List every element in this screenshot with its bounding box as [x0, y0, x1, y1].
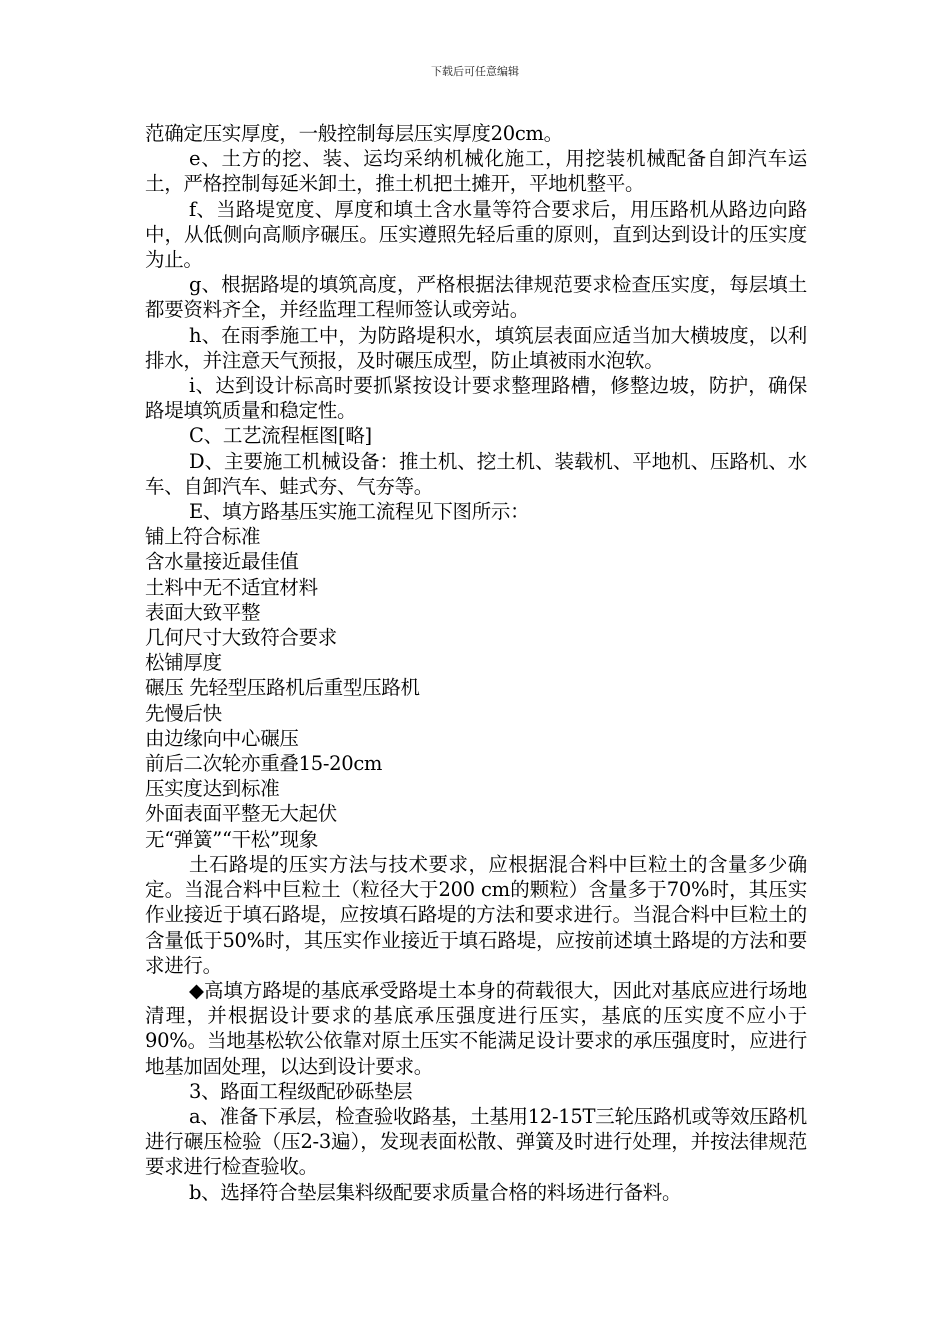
paragraph: b、选择符合垫层集料级配要求质量合格的料场进行备料。	[189, 1180, 682, 1204]
paragraph: ◆高填方路堤的基底承受路堤土本身的荷载很大，因此对基底应进行场地清理，并根据设计要求的基底承压强度进行压实，基底的压实度不应小于90%。当地基松软公依靠对原土压实不能满足设计要求的承压强度时，应进行地基加固处理，以达到设计要求。	[145, 978, 807, 1078]
flow-item: 先慢后快	[145, 701, 222, 725]
paragraph: 范确定压实厚度，一般控制每层压实厚度20cm。	[145, 122, 563, 145]
paragraph: g、根据路堤的填筑高度，严格根据法律规范要求检查压实度，每层填土都要资料齐全，并经监理工程师签认或旁站。	[145, 273, 807, 322]
document-body	[145, 121, 807, 1205]
page-header-note: 下载后可任意编辑	[431, 65, 519, 78]
flow-item: 压实度达到标准	[145, 777, 280, 801]
flow-item: 松铺厚度	[145, 651, 222, 675]
flow-item: 前后二次轮亦重叠15-20cm	[145, 752, 383, 776]
flow-item: 由边缘向中心碾压	[145, 726, 299, 750]
paragraph: E、填方路基压实施工流程见下图所示：	[189, 500, 530, 524]
flow-item: 几何尺寸大致符合要求	[145, 626, 338, 650]
flow-item: 含水量接近最佳值	[145, 550, 299, 574]
flow-item: 土料中无不适宜材料	[145, 575, 318, 599]
paragraph: 土石路堤的压实方法与技术要求，应根据混合料中巨粒土的含量多少确定。当混合料中巨粒土（粒径大于200 cm的颗粒）含量多于70%时，其压实作业接近于填石路堤，应按填石路堤的方法和要求进行。当混合料中巨粒土的含量低于50%时，其压实作业接近于填石路堤，应按前述填土路堤的方法和要求进行。	[145, 852, 807, 977]
paragraph: f、当路堤宽度、厚度和填土含水量等符合要求后，用压路机从路边向路中，从低侧向高顺序碾压。压实遵照先轻后重的原则，直到达到设计的压实度为止。	[145, 197, 807, 272]
paragraph: h、在雨季施工中，为防路堤积水，填筑层表面应适当加大横坡度，以利排水，并注意天气预报，及时碾压成型，防止填被雨水泡软。	[145, 323, 807, 372]
paragraph: C、工艺流程框图[略]	[189, 424, 372, 448]
flow-item: 无“弹簧”“干松”现象	[145, 827, 319, 851]
section-heading: 3、路面工程级配砂砾垫层	[189, 1079, 413, 1103]
paragraph: e、土方的挖、装、运均采纳机械化施工，用挖装机械配备自卸汽车运土，严格控制每延米卸土，推土机把土摊开，平地机整平。	[145, 147, 807, 196]
paragraph: D、主要施工机械设备：推土机、挖土机、装载机、平地机、压路机、水车、自卸汽车、蛙式夯、气夯等。	[145, 449, 807, 498]
paragraph: i、达到设计标高时要抓紧按设计要求整理路槽，修整边坡，防护，确保路堤填筑质量和稳定性。	[145, 374, 807, 423]
flow-item: 铺上符合标准	[145, 525, 261, 549]
flow-item: 外面表面平整无大起伏	[145, 802, 338, 826]
paragraph: a、准备下承层，检查验收路基，土基用12-15T三轮压路机或等效压路机进行碾压检验（压2-3遍），发现表面松散、弹簧及时进行处理，并按法律规范要求进行检查验收。	[145, 1104, 807, 1179]
flow-item: 表面大致平整	[145, 600, 261, 624]
flow-item: 碾压 先轻型压路机后重型压路机	[145, 676, 420, 700]
flow-list	[145, 524, 807, 852]
